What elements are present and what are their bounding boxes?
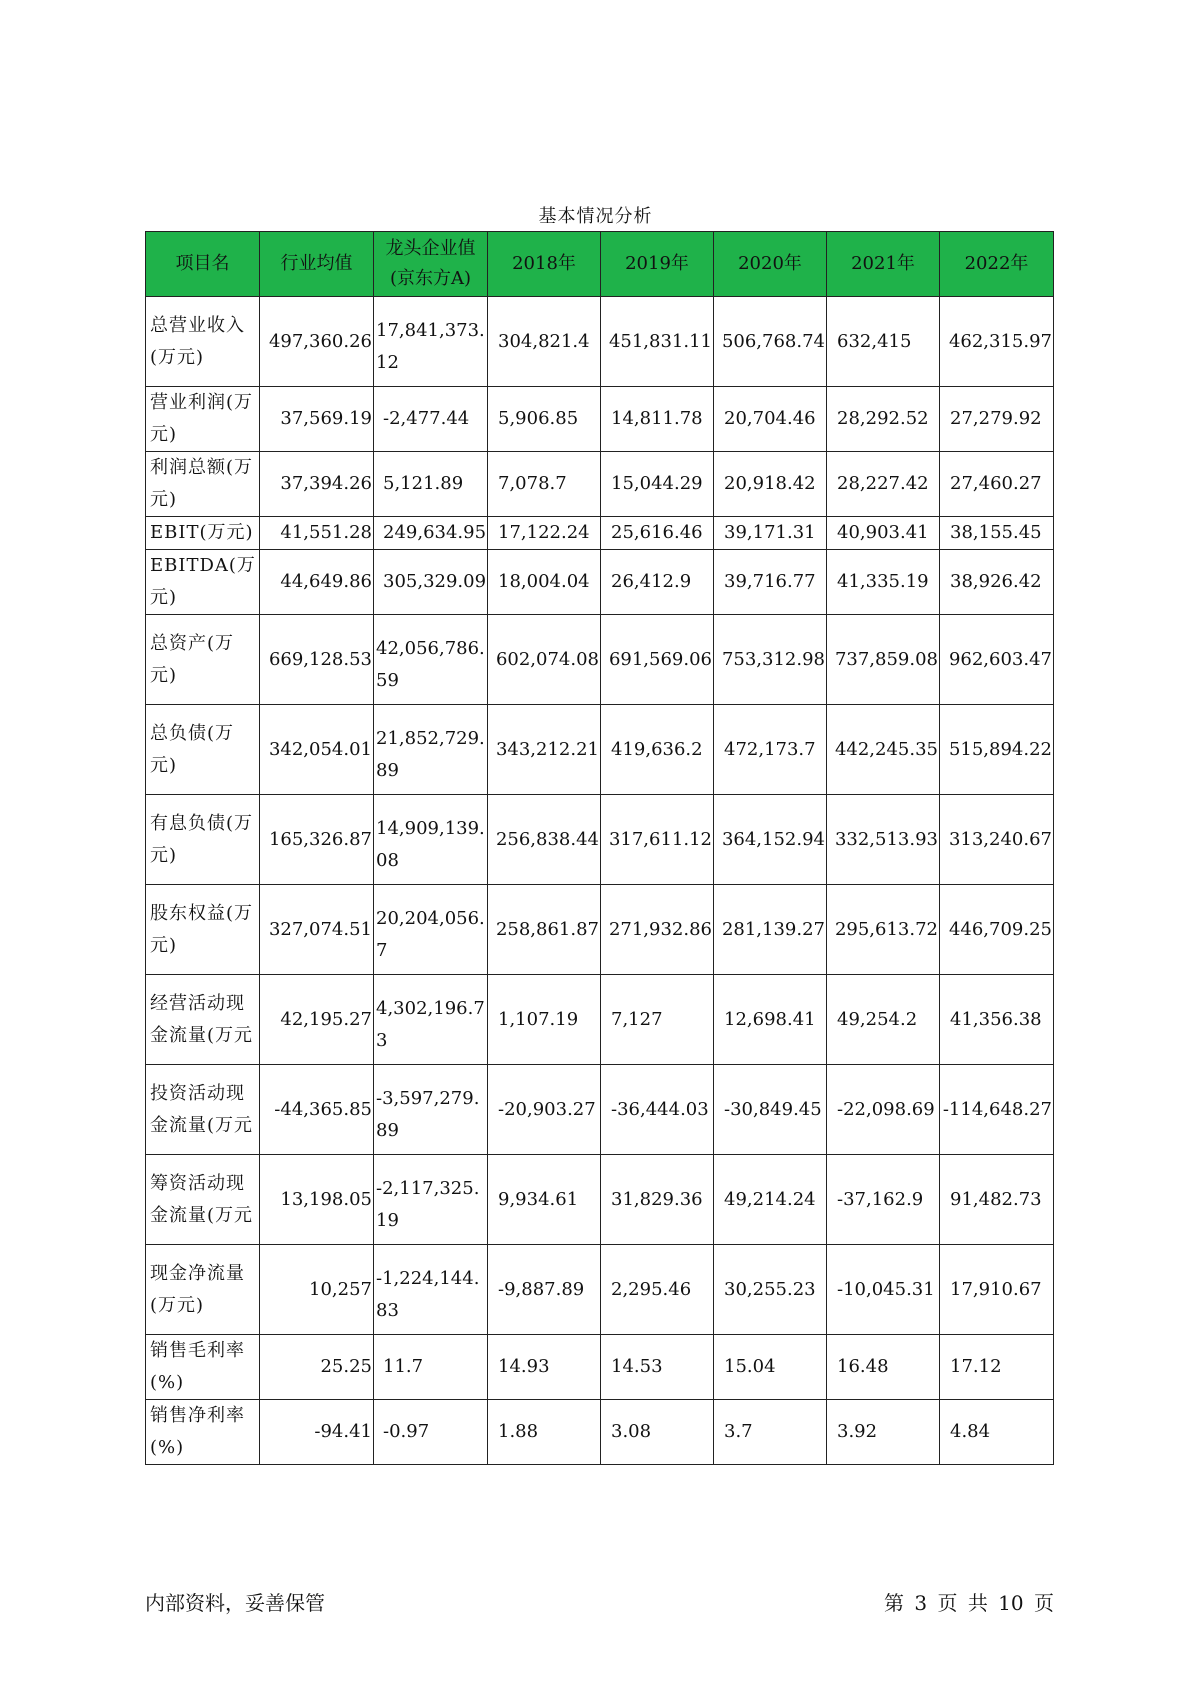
table-cell: 14.93 [488,1335,601,1400]
table-cell: 271,932.86 [601,885,714,975]
table-cell: 14,811.78 [601,387,714,452]
footer-page-number: 第 3 页 共 10 页 [884,1591,1054,1615]
table-cell: 20,704.46 [714,387,827,452]
table-cell: 10,257 [260,1245,374,1335]
table-cell: 3.7 [714,1400,827,1465]
table-cell: -36,444.03 [601,1065,714,1155]
table-cell: 691,569.06 [601,615,714,705]
table-cell: 753,312.98 [714,615,827,705]
table-row [146,1335,1054,1400]
table-cell: 42,056,786.59 [374,615,488,705]
table-cell: 962,603.47 [940,615,1054,705]
table-title: 基本情况分析 [538,206,653,227]
table-cell: 20,204,056.7 [374,885,488,975]
table-cell: 1,107.19 [488,975,601,1065]
table-cell: -1,224,144.83 [374,1245,488,1335]
table-row [146,517,1054,550]
table-cell: -0.97 [374,1400,488,1465]
table-cell: 317,611.12 [601,795,714,885]
table-cell: 16.48 [827,1335,940,1400]
table-row [146,705,1054,795]
table-cell: 2,295.46 [601,1245,714,1335]
table-cell: 5,121.89 [374,452,488,517]
table-cell: 249,634.95 [374,517,488,550]
table-cell: 515,894.22 [940,705,1054,795]
table-cell: -22,098.69 [827,1065,940,1155]
row-label: 股东权益(万元) [146,885,260,975]
table-cell: 343,212.21 [488,705,601,795]
header-cell: 2018年 [488,232,601,297]
table-cell: 41,356.38 [940,975,1054,1065]
header-cell: 2020年 [714,232,827,297]
row-label: 经营活动现金流量(万元 [146,975,260,1065]
table-cell: 17,910.67 [940,1245,1054,1335]
table-cell: 49,254.2 [827,975,940,1065]
row-label: 销售毛利率(%) [146,1335,260,1400]
table-row [146,1155,1054,1245]
table-cell: 7,127 [601,975,714,1065]
row-label: 总营业收入(万元) [146,297,260,387]
table-cell: 4,302,196.73 [374,975,488,1065]
table-cell: 364,152.94 [714,795,827,885]
table-cell: 41,551.28 [260,517,374,550]
financial-table [145,231,1054,1465]
table-cell: 37,569.19 [260,387,374,452]
table-cell: 37,394.26 [260,452,374,517]
row-label: 投资活动现金流量(万元 [146,1065,260,1155]
header-cell: 2019年 [601,232,714,297]
row-label: 营业利润(万元) [146,387,260,452]
table-row [146,1245,1054,1335]
table-cell: 256,838.44 [488,795,601,885]
table-row [146,1065,1054,1155]
table-cell: 39,716.77 [714,550,827,615]
table-cell: 442,245.35 [827,705,940,795]
table-cell: 27,279.92 [940,387,1054,452]
header-cell: 2022年 [940,232,1054,297]
row-label: 销售净利率(%) [146,1400,260,1465]
row-label: 有息负债(万元) [146,795,260,885]
row-label: EBIT(万元) [146,517,260,550]
table-cell: 12,698.41 [714,975,827,1065]
table-cell: 26,412.9 [601,550,714,615]
table-row [146,452,1054,517]
table-cell: 21,852,729.89 [374,705,488,795]
table-cell: 462,315.97 [940,297,1054,387]
table-cell: 506,768.74 [714,297,827,387]
header-cell: 行业均值 [260,232,374,297]
table-cell: 17,841,373.12 [374,297,488,387]
table-cell: 11.7 [374,1335,488,1400]
table-cell: 451,831.11 [601,297,714,387]
table-cell: -9,887.89 [488,1245,601,1335]
table-cell: 281,139.27 [714,885,827,975]
table-cell: 14,909,139.08 [374,795,488,885]
table-cell: 25.25 [260,1335,374,1400]
table-cell: 25,616.46 [601,517,714,550]
table-cell: 165,326.87 [260,795,374,885]
table-cell: 9,934.61 [488,1155,601,1245]
table-cell: -44,365.85 [260,1065,374,1155]
table-cell: 91,482.73 [940,1155,1054,1245]
table-row [146,387,1054,452]
table-cell: 472,173.7 [714,705,827,795]
table-cell: 17.12 [940,1335,1054,1400]
header-cell: 2021年 [827,232,940,297]
table-cell: 18,004.04 [488,550,601,615]
table-cell: 31,829.36 [601,1155,714,1245]
table-cell: 15,044.29 [601,452,714,517]
table-cell: -10,045.31 [827,1245,940,1335]
table-cell: 632,415 [827,297,940,387]
table-cell: 602,074.08 [488,615,601,705]
table-cell: -2,117,325.19 [374,1155,488,1245]
table-cell: 258,861.87 [488,885,601,975]
table-cell: -37,162.9 [827,1155,940,1245]
table-cell: 28,292.52 [827,387,940,452]
table-cell: 1.88 [488,1400,601,1465]
table-cell: 327,074.51 [260,885,374,975]
table-cell: -20,903.27 [488,1065,601,1155]
table-cell: 40,903.41 [827,517,940,550]
table-row [146,615,1054,705]
table-cell: 41,335.19 [827,550,940,615]
table-cell: 669,128.53 [260,615,374,705]
table-row [146,885,1054,975]
header-cell: 龙头企业值(京东方A) [374,232,488,297]
table-cell: 497,360.26 [260,297,374,387]
table-cell: 313,240.67 [940,795,1054,885]
table-cell: 27,460.27 [940,452,1054,517]
footer-confidential-note: 内部资料，妥善保管 [145,1591,325,1615]
table-cell: 7,078.7 [488,452,601,517]
table-cell: 295,613.72 [827,885,940,975]
table-cell: 39,171.31 [714,517,827,550]
table-cell: -3,597,279.89 [374,1065,488,1155]
table-cell: 49,214.24 [714,1155,827,1245]
table-cell: 13,198.05 [260,1155,374,1245]
table-cell: 28,227.42 [827,452,940,517]
table-header-row [146,232,1054,297]
table-cell: 15.04 [714,1335,827,1400]
table-cell: 5,906.85 [488,387,601,452]
table-row [146,795,1054,885]
header-cell: 项目名 [146,232,260,297]
table-cell: 30,255.23 [714,1245,827,1335]
table-cell: 44,649.86 [260,550,374,615]
table-cell: -114,648.27 [940,1065,1054,1155]
table-row [146,1400,1054,1465]
table-cell: 17,122.24 [488,517,601,550]
table-row [146,550,1054,615]
table-row [146,297,1054,387]
table-cell: 42,195.27 [260,975,374,1065]
row-label: 总负债(万元) [146,705,260,795]
table-cell: 304,821.4 [488,297,601,387]
table-cell: 14.53 [601,1335,714,1400]
table-cell: 4.84 [940,1400,1054,1465]
row-label: 筹资活动现金流量(万元 [146,1155,260,1245]
table-cell: 20,918.42 [714,452,827,517]
table-cell: 3.08 [601,1400,714,1465]
table-cell: -30,849.45 [714,1065,827,1155]
table-cell: -2,477.44 [374,387,488,452]
table-cell: 3.92 [827,1400,940,1465]
table-cell: -94.41 [260,1400,374,1465]
table-cell: 446,709.25 [940,885,1054,975]
table-cell: 342,054.01 [260,705,374,795]
row-label: EBITDA(万元) [146,550,260,615]
row-label: 总资产(万元) [146,615,260,705]
row-label: 现金净流量(万元) [146,1245,260,1335]
table-cell: 305,329.09 [374,550,488,615]
row-label: 利润总额(万元) [146,452,260,517]
table-cell: 332,513.93 [827,795,940,885]
table-cell: 38,155.45 [940,517,1054,550]
table-cell: 737,859.08 [827,615,940,705]
table-cell: 419,636.2 [601,705,714,795]
table-row [146,975,1054,1065]
table-cell: 38,926.42 [940,550,1054,615]
